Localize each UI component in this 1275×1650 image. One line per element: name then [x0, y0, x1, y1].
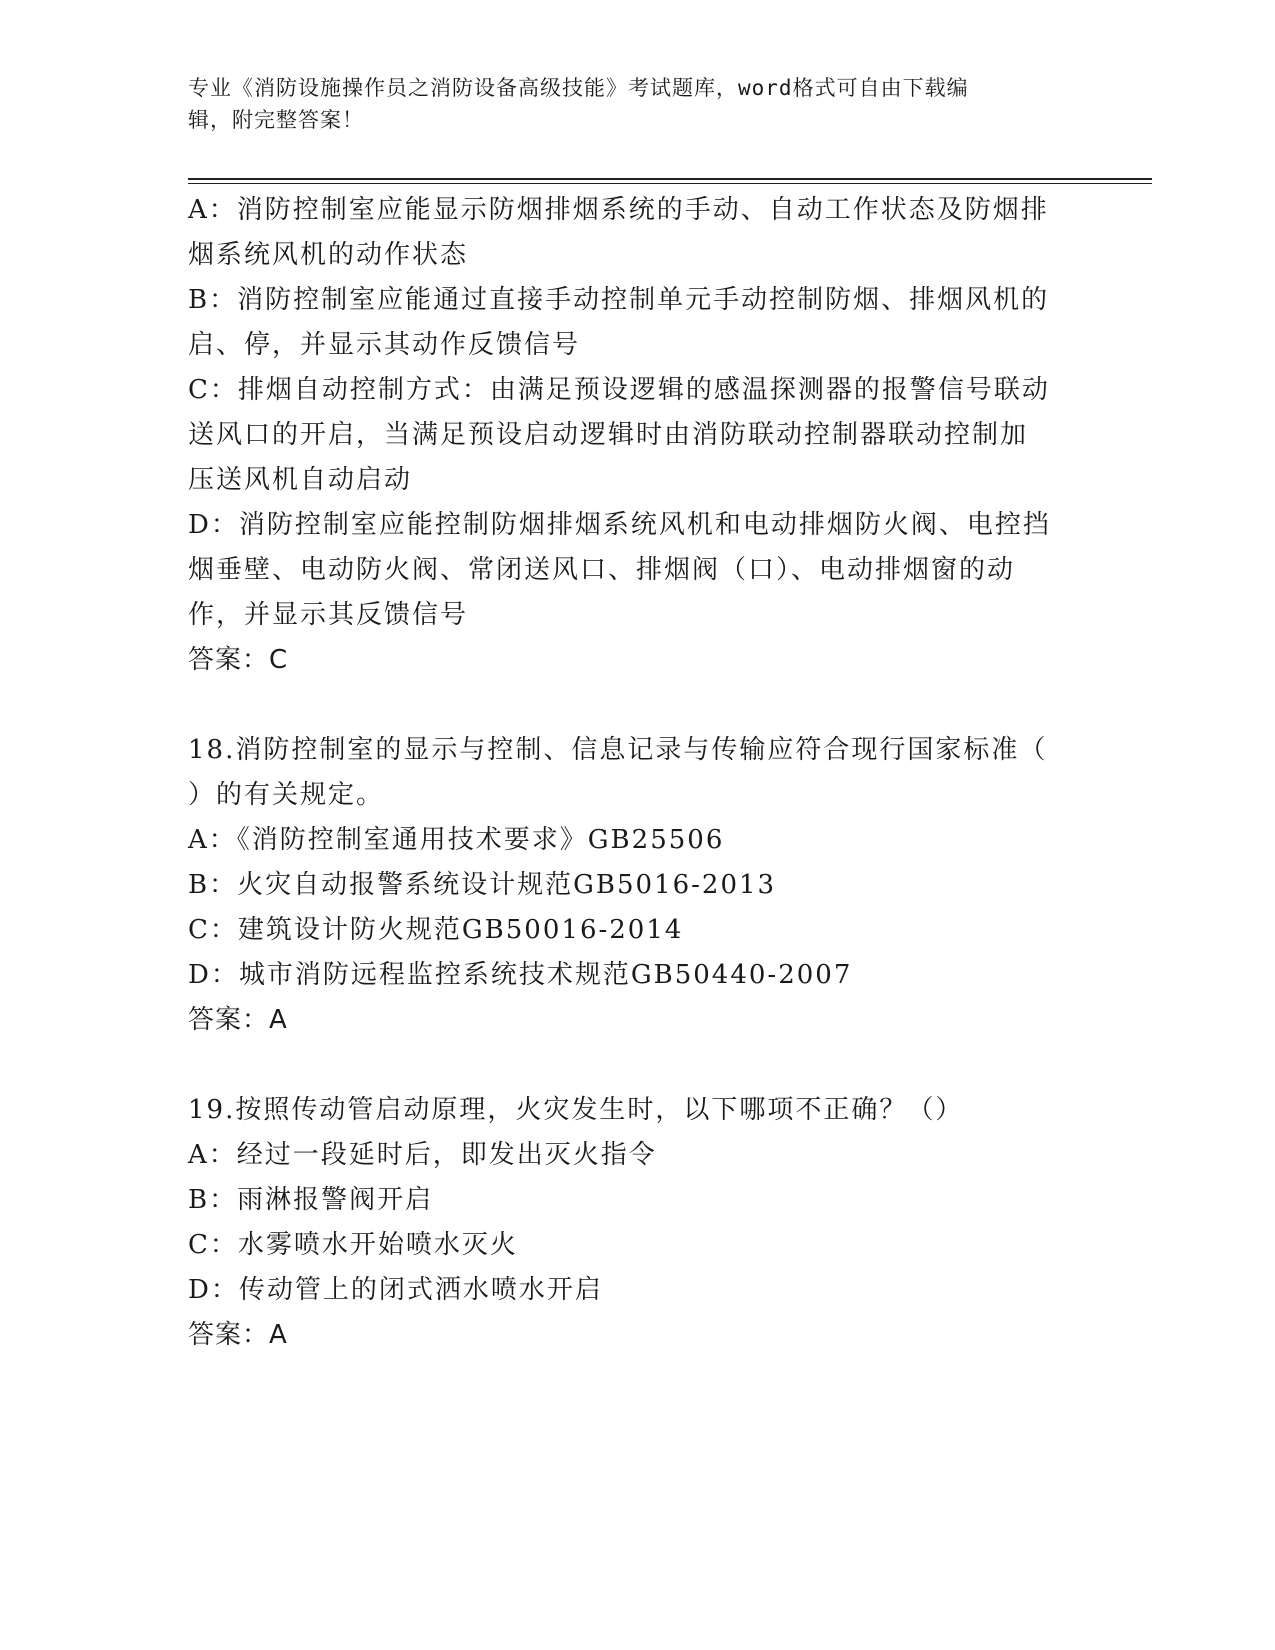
q17-option-d-line-1: D：消防控制室应能控制防烟排烟系统风机和电动排烟防火阀、电控挡	[188, 510, 1051, 540]
question-19	[188, 1088, 1088, 1358]
question-18	[188, 728, 1088, 1043]
q19-option-b: B：雨淋报警阀开启	[188, 1185, 434, 1215]
q19-option-c: C：水雾喷水开始喷水灭火	[188, 1230, 518, 1260]
q17-option-d-line-3: 作，并显示其反馈信号	[188, 600, 469, 630]
q18-stem-line-1: 18.消防控制室的显示与控制、信息记录与传输应符合现行国家标准（	[188, 735, 1048, 765]
q18-answer: 答案：A	[188, 1005, 288, 1035]
spacer	[188, 1043, 1088, 1088]
q19-stem: 19.按照传动管启动原理，火灾发生时，以下哪项不正确？（）	[188, 1095, 964, 1125]
header-line-1: 专业《消防设施操作员之消防设备高级技能》考试题库，word格式可自由下载编	[188, 76, 969, 100]
q17-option-a-line-1: A：消防控制室应能显示防烟排烟系统的手动、自动工作状态及防烟排	[188, 195, 1049, 225]
header-divider-thick	[188, 178, 1152, 180]
q17-option-b-line-1: B：消防控制室应能通过直接手动控制单元手动控制防烟、排烟风机的	[188, 285, 1050, 315]
document-header	[188, 72, 1068, 136]
q18-option-a: A：《消防控制室通用技术要求》GB25506	[188, 825, 725, 855]
q17-answer: 答案：C	[188, 645, 289, 675]
q17-option-a-line-2: 烟系统风机的动作状态	[188, 240, 469, 270]
q17-option-c-line-1: C：排烟自动控制方式：由满足预设逻辑的感温探测器的报警信号联动	[188, 375, 1050, 405]
q19-option-a: A：经过一段延时后，即发出灭火指令	[188, 1140, 657, 1170]
spacer	[188, 683, 1088, 728]
q17-option-b-line-2: 启、停，并显示其动作反馈信号	[188, 330, 581, 360]
q17-option-c-line-3: 压送风机自动启动	[188, 465, 413, 495]
q18-option-c: C：建筑设计防火规范GB50016-2014	[188, 915, 684, 945]
question-content	[188, 188, 1088, 1358]
header-divider-thin	[188, 183, 1152, 184]
q19-answer: 答案：A	[188, 1320, 288, 1350]
question-17-options	[188, 188, 1088, 683]
q17-option-c-line-2: 送风口的开启，当满足预设启动逻辑时由消防联动控制器联动控制加	[188, 420, 1029, 450]
q19-option-d: D：传动管上的闭式洒水喷水开启	[188, 1275, 603, 1305]
q17-option-d-line-2: 烟垂壁、电动防火阀、常闭送风口、排烟阀（口）、电动排烟窗的动	[188, 555, 1016, 585]
header-line-2: 辑，附完整答案！	[188, 108, 364, 132]
q18-option-d: D：城市消防远程监控系统技术规范GB50440-2007	[188, 960, 853, 990]
q18-stem-line-2: ）的有关规定。	[188, 780, 385, 810]
q18-option-b: B：火灾自动报警系统设计规范GB5016-2013	[188, 870, 777, 900]
